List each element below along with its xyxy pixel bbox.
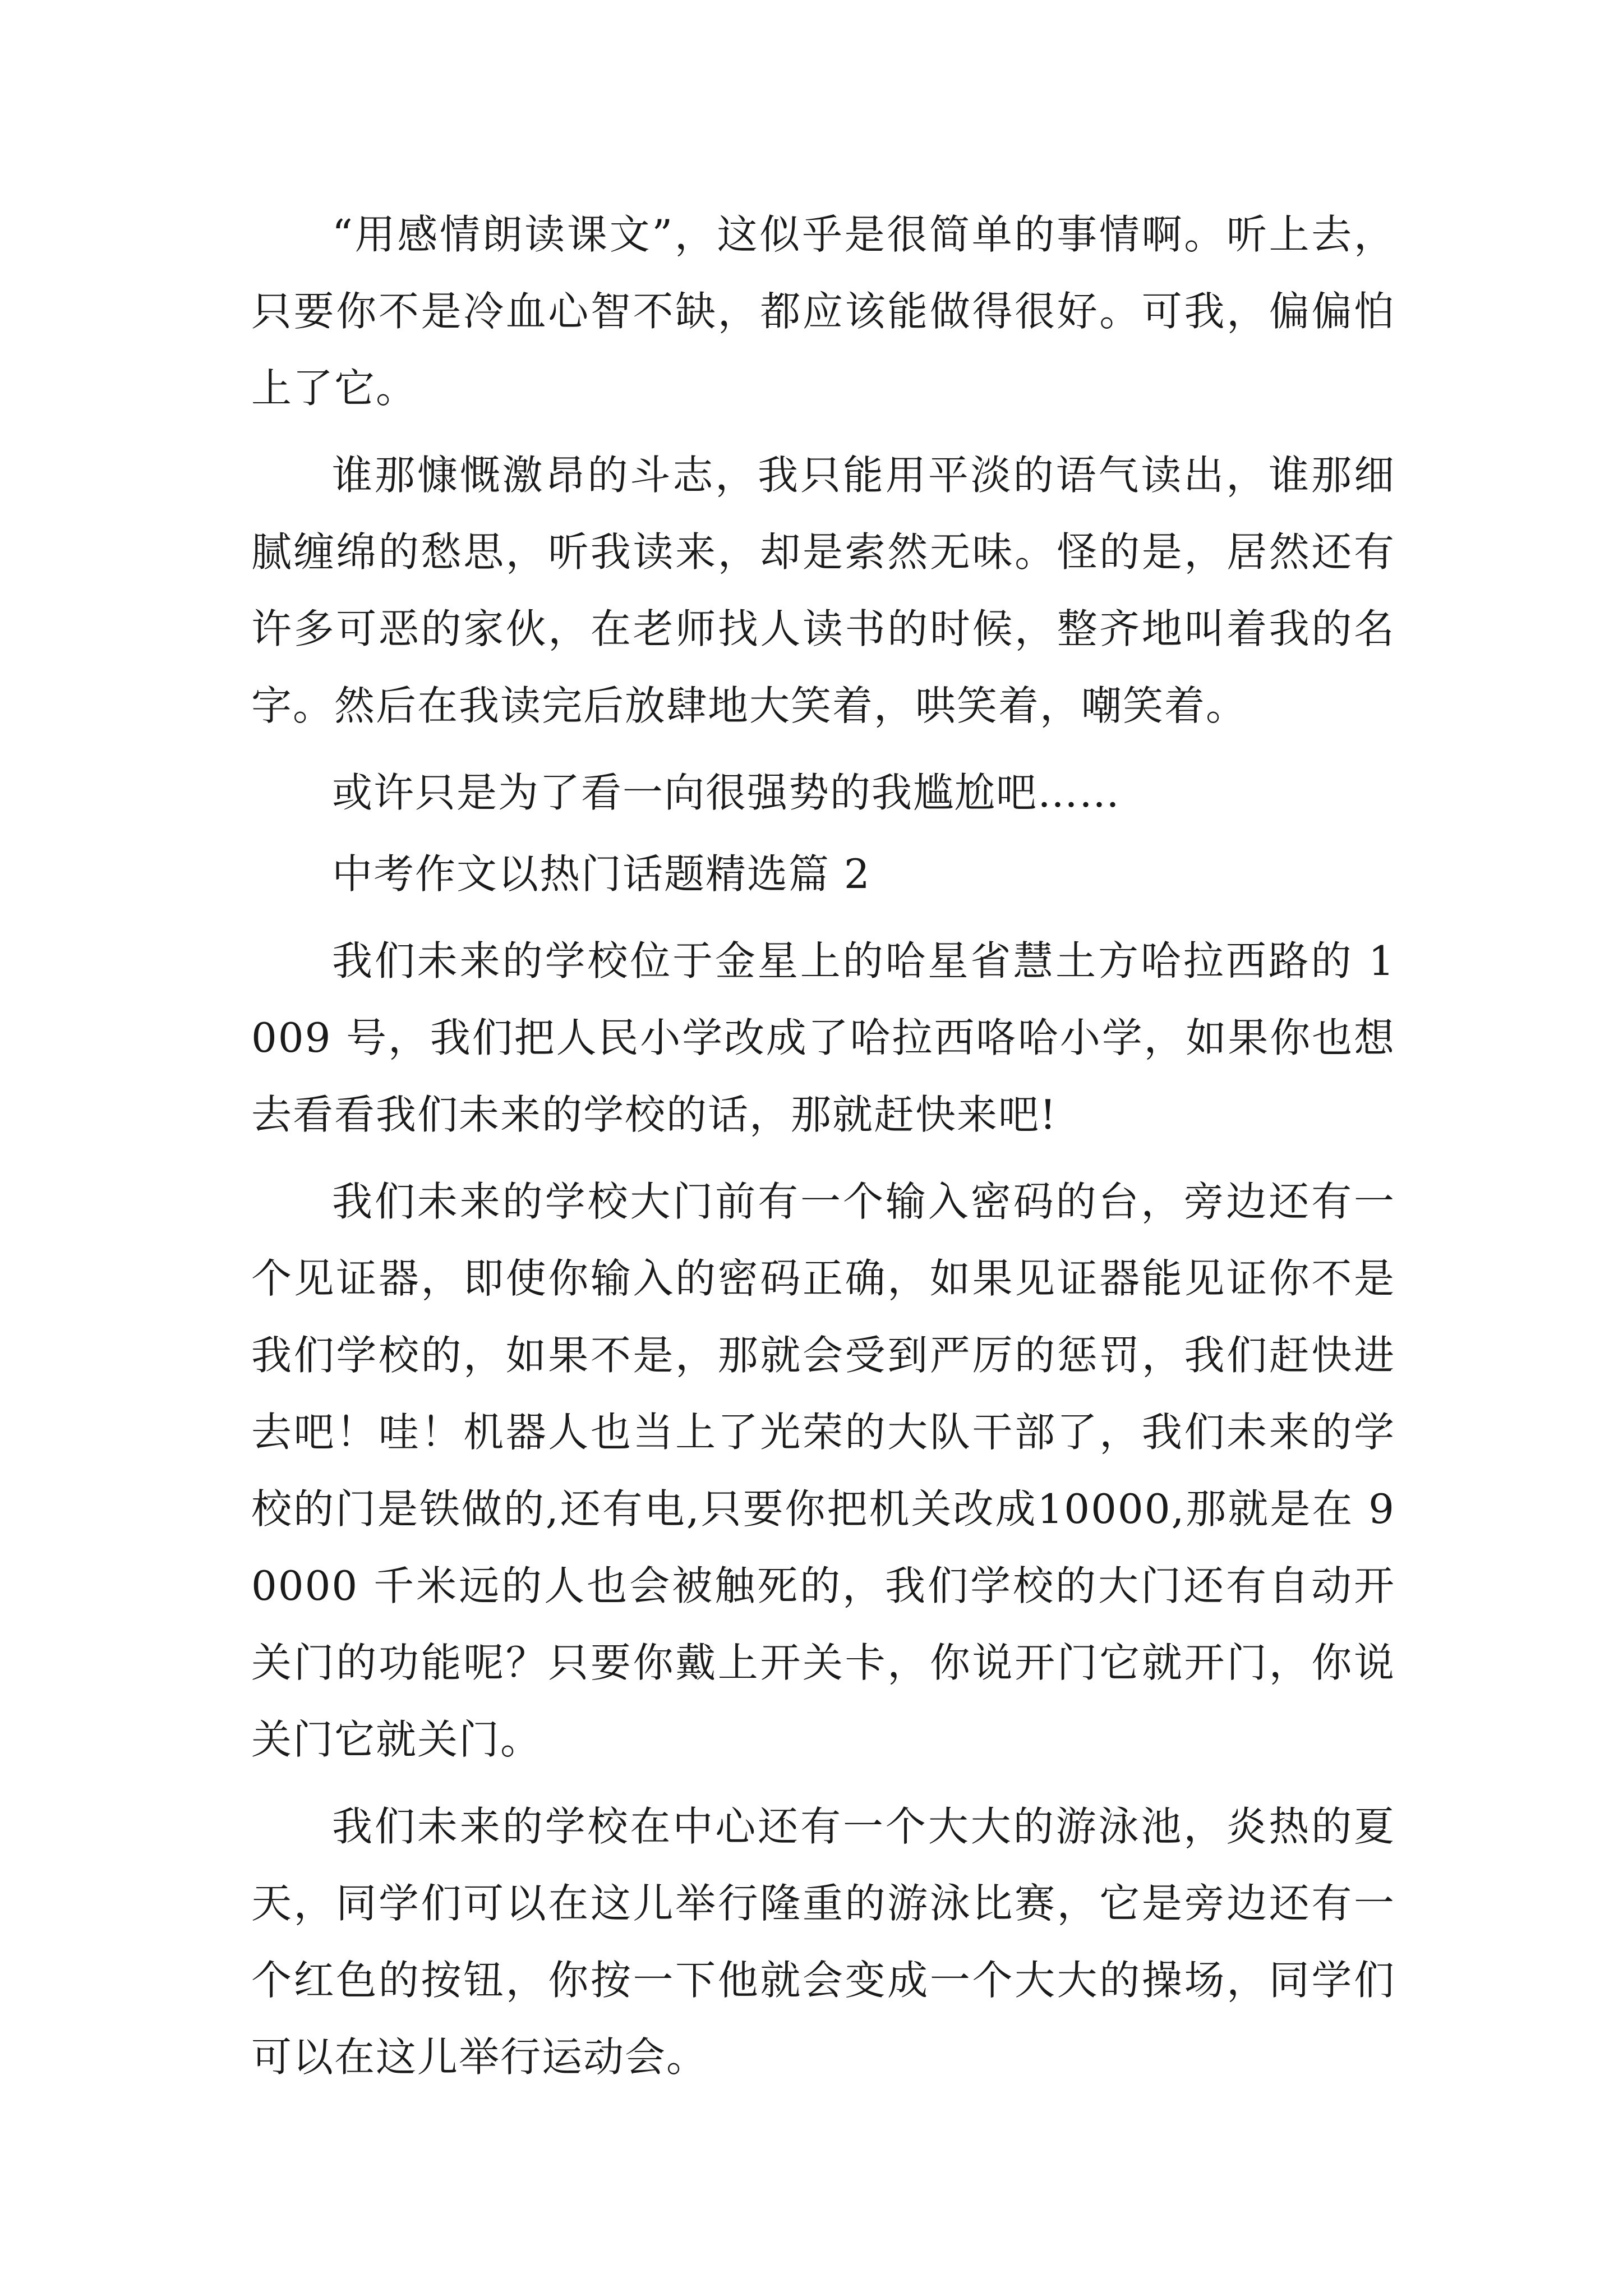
paragraph: 或许只是为了看一向很强势的我尴尬吧…… — [332, 769, 1121, 816]
paragraph: 我们未来的学校位于金星上的哈星省慧土方哈拉西路的 1009 号，我们把人民小学改成了哈拉西咯哈小学，如果你也想去看看我们未来的学校的话，那就赶快来吧! — [251, 937, 1395, 1138]
paragraph: “用感情朗读课文”，这似乎是很简单的事情啊。听上去，只要你不是冷血心智不缺，都应该能做得很好。可我，偏偏怕上了它。 — [251, 211, 1395, 412]
paragraph: 我们未来的学校在中心还有一个大大的游泳池，炎热的夏天，同学们可以在这儿举行隆重的游泳比赛，它是旁边还有一个红色的按钮，你按一下他就会变成一个大大的操场，同学们可以在这儿举行运动会。 — [251, 1803, 1395, 2081]
paragraph: 我们未来的学校大门前有一个输入密码的台，旁边还有一个见证器，即使你输入的密码正确，如果见证器能见证你不是我们学校的，如果不是，那就会受到严厉的惩罚，我们赶快进去吧！哇！机器人也当上了光荣的大队干部了，我们未来的学校的门是铁做的,还有电,只要你把机关改成10000,那就是在 90000 千米远的人也会被触死的，我们学校的大门还有自动开关门的功能呢？只要你戴上开关卡，你说开门它就开门，你说关门它就关门。 — [251, 1178, 1395, 1763]
section-heading: 中考作文以热门话题精选篇 2 — [332, 850, 871, 898]
document-body — [251, 196, 1395, 2096]
paragraph: 谁那慷慨激昂的斗志，我只能用平淡的语气读出，谁那细腻缠绵的愁思，听我读来，却是索然无味。怪的是，居然还有许多可恶的家伙，在老师找人读书的时候，整齐地叫着我的名字。然后在我读完后放肆地大笑着，哄笑着，嘲笑着。 — [251, 452, 1395, 729]
